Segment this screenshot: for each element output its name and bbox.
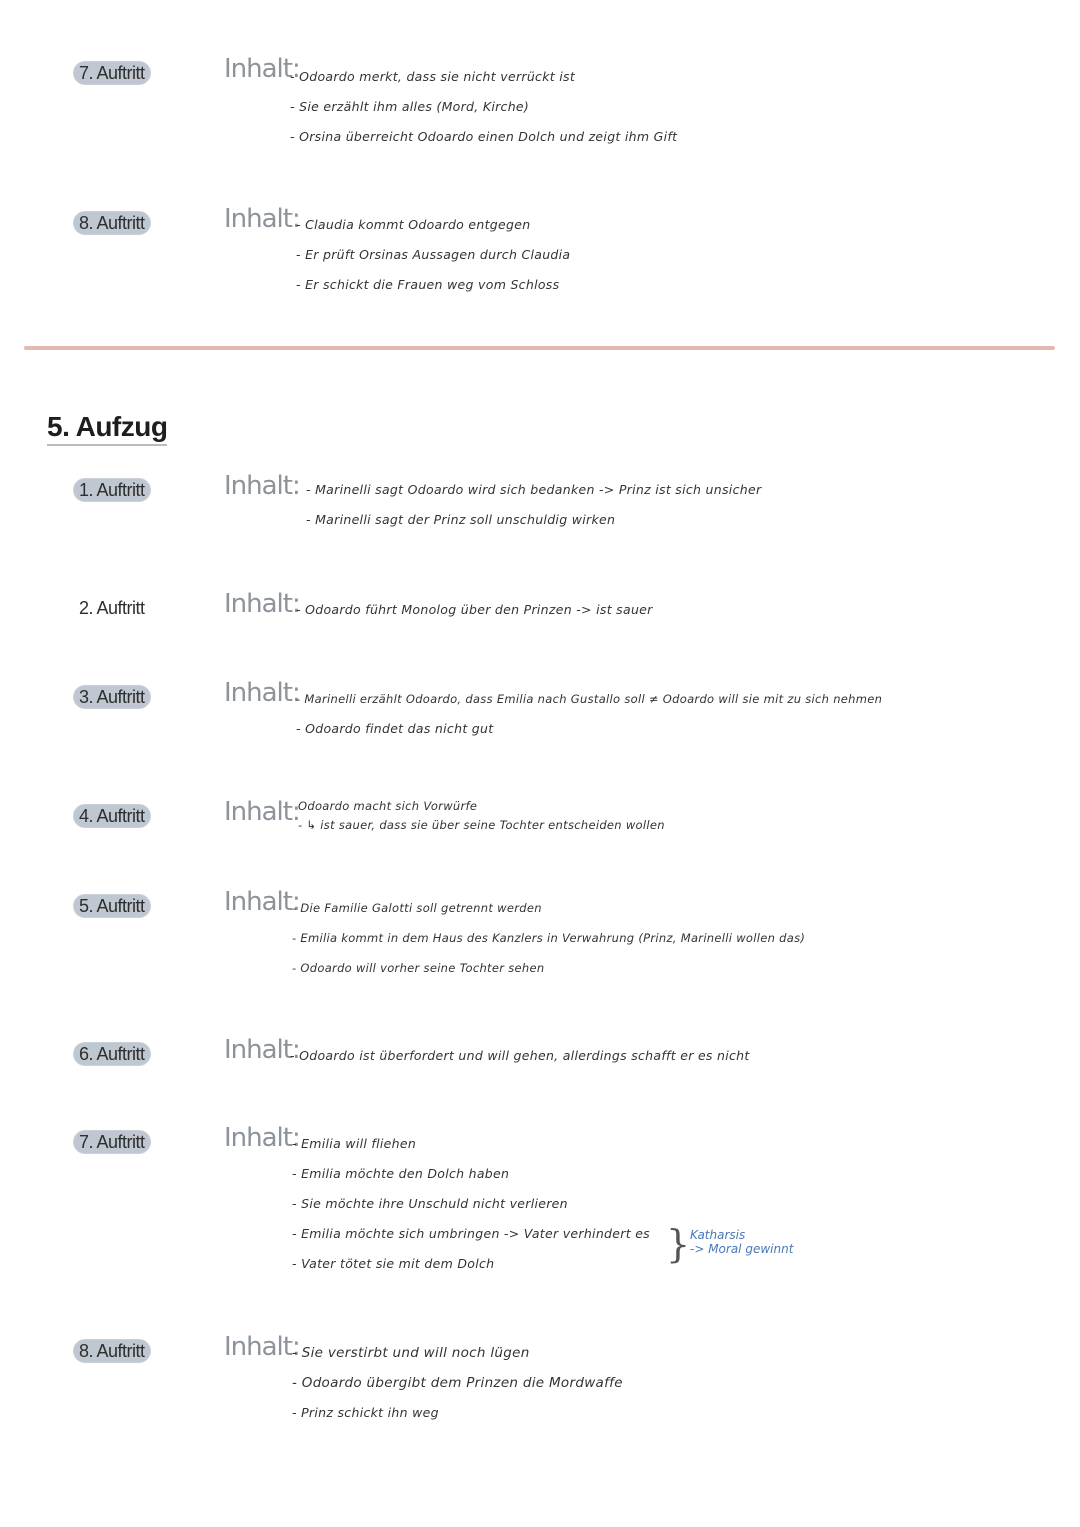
inhalt-line: - Vater tötet sie mit dem Dolch (292, 1256, 495, 1271)
inhalt-lines (292, 1133, 650, 1283)
auftritt-label: 1. Auftritt (74, 479, 150, 501)
inhalt-lines (296, 599, 653, 629)
inhalt-label: Inhalt: (224, 589, 300, 619)
inhalt-line: - Odoardo übergibt dem Prinzen die Mordwaffe (292, 1375, 623, 1391)
inhalt-line: - Sie verstirbt und will noch lügen (292, 1345, 530, 1361)
inhalt-line: - ↳ ist sauer, dass sie über seine Tochter entscheiden wollen (298, 818, 665, 832)
inhalt-lines (296, 688, 882, 748)
section-divider (24, 346, 1055, 350)
inhalt-lines (306, 479, 761, 539)
auftritt-label: 8. Auftritt (74, 1340, 150, 1362)
inhalt-label: Inhalt: (224, 678, 300, 708)
inhalt-lines (292, 1342, 623, 1432)
auftritt-label: 7. Auftritt (74, 1131, 150, 1153)
inhalt-line: - Claudia kommt Odoardo entgegen (296, 217, 531, 232)
inhalt-line: - Er prüft Orsinas Aussagen durch Claudia (296, 247, 571, 262)
inhalt-line: - Odoardo merkt, dass sie nicht verrückt ist (290, 69, 576, 84)
auftritt-label: 6. Auftritt (74, 1043, 150, 1065)
inhalt-label: Inhalt: (224, 54, 300, 84)
inhalt-line: - Die Familie Galotti soll getrennt werden (292, 901, 542, 915)
inhalt-lines (290, 66, 677, 156)
inhalt-line: - Sie erzählt ihm alles (Mord, Kirche) (290, 99, 530, 114)
note-line: -> Moral gewinnt (690, 1242, 794, 1256)
inhalt-line: - Emilia will fliehen (292, 1136, 417, 1151)
inhalt-line: - Emilia kommt in dem Haus des Kanzlers in Verwahrung (Prinz, Marinelli wollen das) (292, 931, 806, 945)
auftritt-label: 5. Auftritt (74, 895, 150, 917)
inhalt-line: - Odoardo findet das nicht gut (296, 721, 494, 736)
inhalt-label: Inhalt: (224, 1123, 300, 1153)
inhalt-lines (290, 1045, 750, 1075)
inhalt-line: - Odoardo führt Monolog über den Prinzen -> ist sauer (296, 602, 653, 617)
inhalt-line: - Orsina überreicht Odoardo einen Dolch und zeigt ihm Gift (290, 129, 678, 144)
inhalt-label: Inhalt: (224, 471, 300, 501)
inhalt-lines (292, 897, 805, 987)
note-text (690, 1228, 793, 1256)
inhalt-line: - Emilia möchte sich umbringen -> Vater verhindert es (292, 1226, 650, 1241)
inhalt-label: Inhalt: (224, 204, 300, 234)
auftritt-label: 7. Auftritt (74, 62, 150, 84)
inhalt-label: Inhalt: (224, 797, 300, 827)
auftritt-label: 2. Auftritt (79, 598, 145, 618)
inhalt-line: - Sie möchte ihre Unschuld nicht verlieren (292, 1196, 568, 1211)
inhalt-line: - Marinelli sagt der Prinz soll unschuldig wirken (306, 512, 616, 527)
inhalt-line: - Marinelli erzählt Odoardo, dass Emilia nach Gustallo soll ≠ Odoardo will sie mit zu sich nehmen (296, 692, 883, 706)
inhalt-lines (296, 214, 570, 304)
aufzug-title: 5. Aufzug (47, 410, 167, 446)
auftritt-label: 4. Auftritt (74, 805, 150, 827)
inhalt-label: Inhalt: (224, 1332, 300, 1362)
auftritt-label: 8. Auftritt (74, 212, 150, 234)
inhalt-line: - Odoardo will vorher seine Tochter sehen (292, 961, 545, 975)
inhalt-line: Odoardo macht sich Vorwürfe (298, 799, 478, 813)
inhalt-line: - Prinz schickt ihn weg (292, 1405, 439, 1420)
inhalt-line: - Emilia möchte den Dolch haben (292, 1166, 510, 1181)
auftritt-label: 3. Auftritt (74, 686, 150, 708)
curly-brace: } (666, 1222, 691, 1266)
note-line: Katharsis (690, 1228, 746, 1242)
inhalt-lines (298, 795, 665, 833)
inhalt-label: Inhalt: (224, 1035, 300, 1065)
inhalt-label: Inhalt: (224, 887, 300, 917)
inhalt-line: - Marinelli sagt Odoardo wird sich bedanken -> Prinz ist sich unsicher (306, 482, 762, 497)
inhalt-line: - Odoardo ist überfordert und will gehen, allerdings schafft er es nicht (290, 1048, 750, 1063)
inhalt-line: - Er schickt die Frauen weg vom Schloss (296, 277, 560, 292)
